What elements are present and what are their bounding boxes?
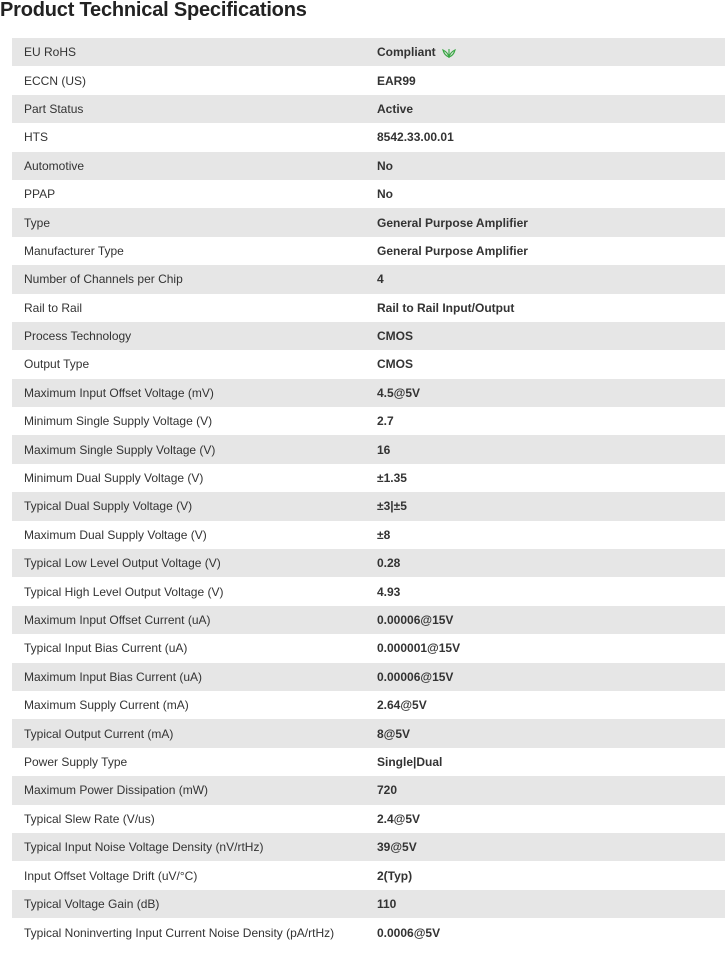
- spec-value-text: No: [377, 187, 393, 202]
- spec-row: [12, 663, 725, 691]
- spec-value-text: 4: [377, 272, 384, 287]
- spec-value: [364, 613, 725, 627]
- spec-value-text: 0.0006@5V: [377, 926, 441, 941]
- spec-value-text: EAR99: [377, 73, 416, 88]
- spec-value-text: 4.93: [377, 584, 401, 599]
- spec-row: [12, 123, 725, 151]
- spec-row: [12, 577, 725, 605]
- spec-row: [12, 66, 725, 94]
- spec-label: Typical Slew Rate (V/us): [24, 811, 155, 826]
- spec-row: [12, 634, 725, 662]
- spec-value-text: CMOS: [377, 357, 413, 372]
- spec-value: [364, 102, 725, 116]
- spec-table: [12, 38, 725, 963]
- spec-row: [12, 95, 725, 123]
- spec-row: [12, 435, 725, 463]
- spec-value: [364, 528, 725, 542]
- spec-label: Typical Output Current (mA): [24, 726, 174, 741]
- spec-value-text: 4.5@5V: [377, 385, 421, 400]
- spec-label: Automotive: [24, 158, 85, 173]
- spec-row: [12, 492, 725, 520]
- spec-value: [364, 357, 725, 371]
- spec-row: [12, 180, 725, 208]
- spec-value: [364, 329, 725, 343]
- spec-value: [364, 755, 725, 769]
- spec-value-text: 16: [377, 442, 391, 457]
- spec-label: Input Offset Voltage Drift (uV/°C): [24, 868, 198, 883]
- spec-label: Typical Dual Supply Voltage (V): [24, 499, 193, 514]
- spec-value-text: General Purpose Amplifier: [377, 215, 528, 230]
- spec-label: Typical High Level Output Voltage (V): [24, 584, 224, 599]
- spec-row: [12, 890, 725, 918]
- spec-value-text: Compliant: [377, 45, 436, 60]
- spec-value-text: General Purpose Amplifier: [377, 243, 528, 258]
- spec-value: [364, 414, 725, 428]
- spec-value-text: 2.64@5V: [377, 698, 427, 713]
- spec-label: Typical Low Level Output Voltage (V): [24, 556, 221, 571]
- spec-value: [364, 499, 725, 513]
- spec-row: [12, 237, 725, 265]
- spec-value: [364, 244, 725, 258]
- spec-value: [364, 869, 725, 883]
- spec-value-text: ±3|±5: [377, 499, 407, 514]
- spec-value-text: 0.000001@15V: [377, 641, 461, 656]
- spec-value: [364, 727, 725, 741]
- spec-value: [364, 130, 725, 144]
- spec-row: [12, 833, 725, 861]
- spec-value: [364, 556, 725, 570]
- spec-value: [364, 216, 725, 230]
- spec-label: Typical Noninverting Input Current Noise Density (pA/rtHz): [24, 926, 335, 941]
- spec-value: [364, 471, 725, 485]
- spec-value: [364, 812, 725, 826]
- spec-row: [12, 464, 725, 492]
- spec-row: [12, 521, 725, 549]
- spec-value: [364, 840, 725, 854]
- spec-value-text: No: [377, 158, 393, 173]
- spec-value: [364, 698, 725, 712]
- spec-label: Typical Input Noise Voltage Density (nV/rtHz): [24, 840, 264, 855]
- spec-value-text: Active: [377, 101, 414, 116]
- spec-value-text: 8@5V: [377, 726, 411, 741]
- spec-row: [12, 350, 725, 378]
- spec-value-text: 2.7: [377, 414, 394, 429]
- spec-value: [364, 74, 725, 88]
- spec-row: [12, 691, 725, 719]
- spec-label: Process Technology: [24, 329, 132, 344]
- spec-label: Type: [24, 215, 51, 230]
- spec-row: [12, 407, 725, 435]
- spec-value: [364, 783, 725, 797]
- spec-value-text: 720: [377, 783, 398, 798]
- spec-value-text: 0.28: [377, 556, 401, 571]
- spec-label: Minimum Dual Supply Voltage (V): [24, 471, 204, 486]
- spec-row: [12, 265, 725, 293]
- spec-value-text: CMOS: [377, 329, 413, 344]
- spec-value-text: 2.4@5V: [377, 811, 421, 826]
- spec-label: Part Status: [24, 101, 84, 116]
- spec-label: Output Type: [24, 357, 90, 372]
- spec-label: Rail to Rail: [24, 300, 83, 315]
- spec-label: ECCN (US): [24, 73, 86, 88]
- spec-label: Maximum Dual Supply Voltage (V): [24, 527, 207, 542]
- spec-label: Maximum Supply Current (mA): [24, 698, 189, 713]
- page-title: Product Technical Specifications: [0, 0, 307, 21]
- spec-label: Typical Voltage Gain (dB): [24, 896, 160, 911]
- leaf-icon: [442, 46, 456, 58]
- spec-value-text: 0.00006@15V: [377, 613, 454, 627]
- spec-label: Manufacturer Type: [24, 243, 124, 258]
- spec-label: Typical Input Bias Current (uA): [24, 641, 188, 656]
- spec-value: [364, 301, 725, 315]
- spec-row: [12, 776, 725, 804]
- spec-label: HTS: [24, 130, 48, 145]
- spec-value: [364, 272, 725, 286]
- spec-value: [364, 187, 725, 201]
- spec-row: [12, 861, 725, 889]
- spec-value-text: ±1.35: [377, 471, 407, 486]
- spec-value: [364, 386, 725, 400]
- spec-row: [12, 918, 725, 963]
- spec-row: [12, 748, 725, 776]
- spec-value: [364, 443, 725, 457]
- spec-row: [12, 38, 725, 66]
- spec-value: [364, 897, 725, 911]
- spec-value: [364, 159, 725, 173]
- spec-label: Minimum Single Supply Voltage (V): [24, 414, 213, 429]
- spec-value-text: Rail to Rail Input/Output: [377, 300, 515, 315]
- spec-row: [12, 208, 725, 236]
- spec-row: [12, 719, 725, 747]
- spec-value-text: 110: [377, 896, 397, 911]
- spec-row: [12, 322, 725, 350]
- spec-label: EU RoHS: [24, 45, 77, 60]
- spec-value-text: ±8: [377, 527, 391, 542]
- spec-row: [12, 805, 725, 833]
- spec-row: [12, 379, 725, 407]
- spec-value-text: Single|Dual: [377, 754, 443, 769]
- spec-value-text: 39@5V: [377, 840, 417, 855]
- spec-value-text: 8542.33.00.01: [377, 130, 454, 145]
- spec-value: [364, 641, 725, 655]
- spec-label: Number of Channels per Chip: [24, 272, 183, 287]
- spec-label: Maximum Input Offset Voltage (mV): [24, 385, 214, 400]
- spec-row: [12, 606, 725, 634]
- spec-label: Maximum Power Dissipation (mW): [24, 783, 209, 798]
- spec-label: PPAP: [24, 187, 56, 202]
- spec-row: [12, 294, 725, 322]
- spec-label: Maximum Input Bias Current (uA): [24, 669, 203, 684]
- spec-label: Maximum Single Supply Voltage (V): [24, 442, 216, 457]
- spec-value: [364, 926, 725, 940]
- spec-row: [12, 549, 725, 577]
- spec-label: Maximum Input Offset Current (uA): [24, 613, 211, 627]
- spec-value: [364, 45, 725, 59]
- spec-value-text: 2(Typ): [377, 868, 413, 883]
- spec-value-text: 0.00006@15V: [377, 669, 454, 684]
- spec-value: [364, 585, 725, 599]
- spec-row: [12, 152, 725, 180]
- spec-label: Power Supply Type: [24, 754, 128, 769]
- spec-value: [364, 670, 725, 684]
